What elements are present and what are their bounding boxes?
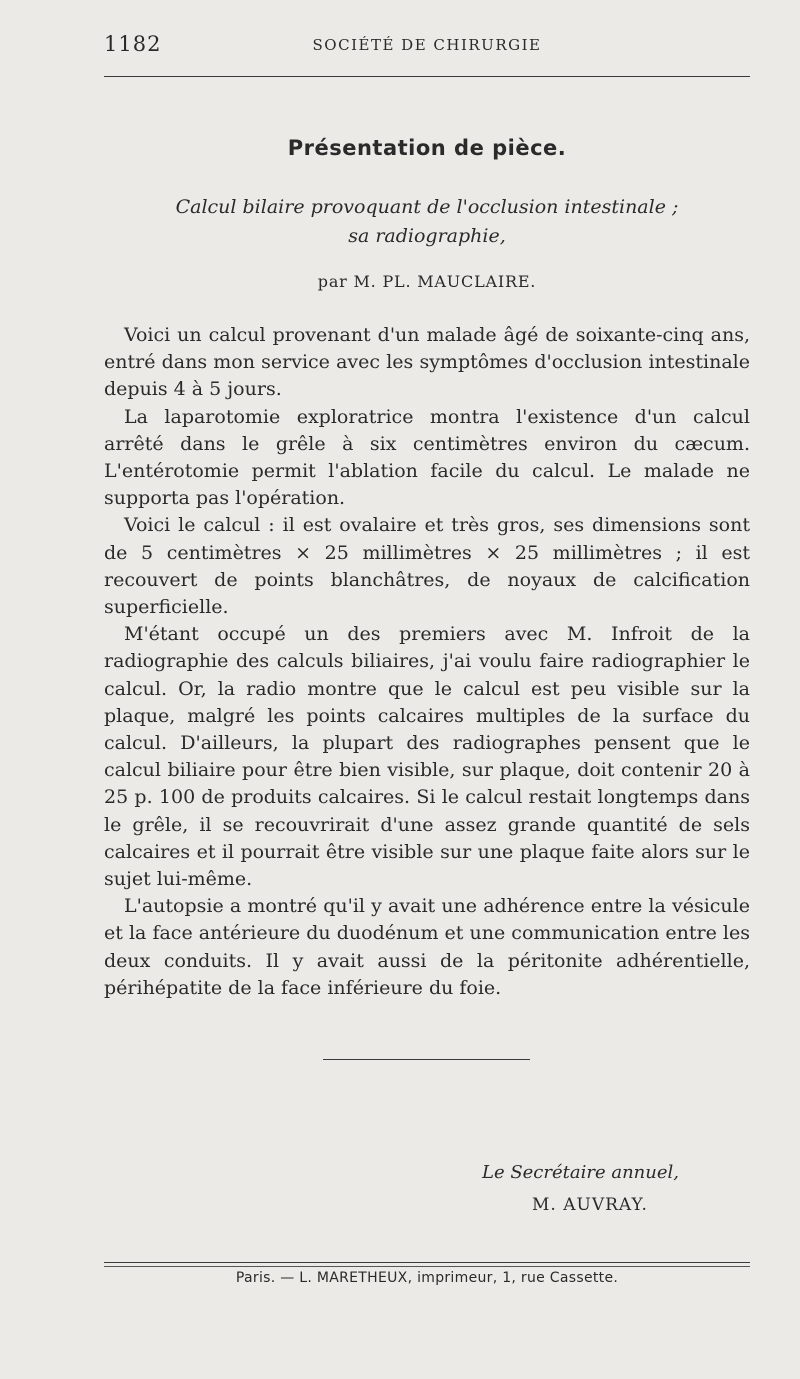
- paragraph: Voici le calcul : il est ovalaire et très gros, ses dimensions sont de 5 centimètres × 25 millimètres × 25 millimètres ; il est recouvert de points blanchâtres, de noyaux de calcification superficielle.: [104, 514, 750, 619]
- signature-name: M. AUVRAY.: [532, 1195, 648, 1215]
- paragraph: M'étant occupé un des premiers avec M. Infroit de la radiographie des calculs biliaires, j'ai voulu faire radiographier le calcul. Or, la radio montre que le calcul est peu visible sur la plaque, malgré les points calcaires multiples de la surface du calcul. D'ailleurs, la plupart des radiographes pensent que le calcul biliaire pour être bien visible, sur plaque, doit contenir 20 à 25 p. 100 de produits calcaires. Si le calcul restait longtemps dans le grêle, il se recouvrirait d'une assez grande quantité de sels calcaires et il pourrait être visible sur une plaque faite alors sur le sujet lui-même.: [104, 623, 750, 891]
- paragraph: Voici un calcul provenant d'un malade âgé de soixante-cinq ans, entré dans mon service avec les symptômes d'occlusion intestinale depuis 4 à 5 jours.: [104, 324, 750, 401]
- signature-role: Le Secrétaire annuel,: [482, 1162, 679, 1183]
- printer-imprint: Paris. — L. MARETHEUX, imprimeur, 1, rue Cassette.: [235, 1270, 619, 1286]
- subtitle-line-1: Calcul bilaire provoquant de l'occlusion intestinale ;: [175, 196, 679, 218]
- paragraph: L'autopsie a montré qu'il y avait une adhérence entre la vésicule et la face antérieure du duodénum et une communication entre les deux conduits. Il y avait aussi de la péritonite adhérentielle, périhépatite de la face inférieure du foie.: [104, 895, 750, 999]
- header-rule: [104, 76, 750, 77]
- section-divider: [323, 1059, 530, 1060]
- author-line: par M. PL. MAUCLAIRE.: [317, 272, 537, 291]
- signature-block: [470, 1162, 750, 1215]
- article-body: [104, 322, 750, 1002]
- footer-rule-thin: [104, 1266, 750, 1267]
- subtitle-line-2: sa radiographie,: [348, 225, 506, 247]
- paragraph: La laparotomie exploratrice montra l'existence d'un calcul arrêté dans le grêle à six centimètres environ du cæcum. L'entérotomie permit l'ablation facile du calcul. Le malade ne supporta pas l'opération.: [104, 405, 750, 510]
- footer-rule: [104, 1262, 750, 1263]
- article-title: Présentation de pièce.: [287, 136, 567, 160]
- article-subtitle: [104, 193, 750, 251]
- page-header: [104, 32, 750, 62]
- running-head: SOCIÉTÉ DE CHIRURGIE: [312, 36, 542, 54]
- page-number: 1182: [104, 32, 162, 56]
